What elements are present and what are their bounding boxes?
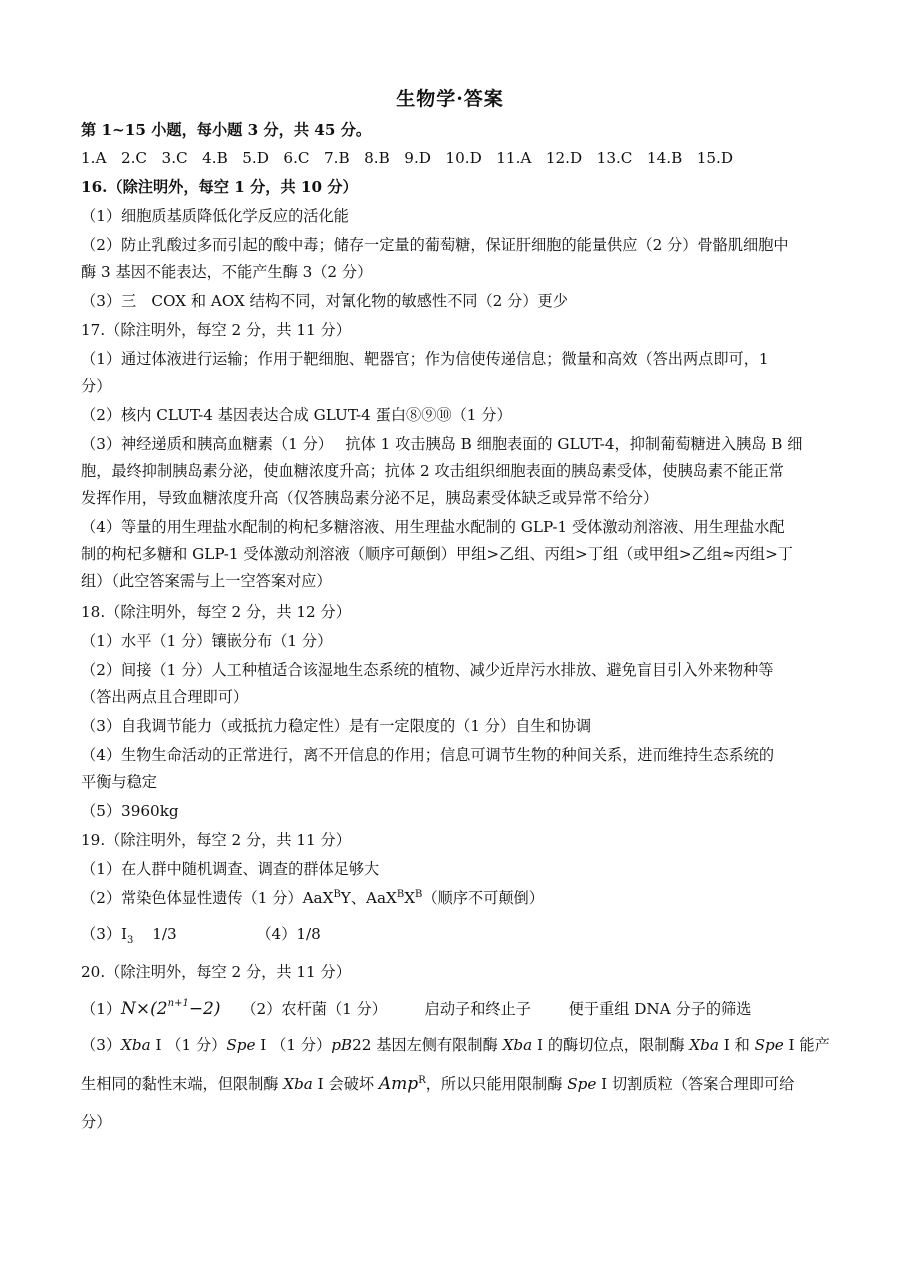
q20-answer-3-line2: 生相同的黏性末端，但限制酶 Xba I 会破坏 Amp$^R$，所以只能用限制酶 Spe I 切割质粒（答案合理即可给 [81, 1074, 795, 1094]
q18-answer-4-line1: （4）生物生命活动的正常进行，离不开信息的作用；信息可调节生物的种间关系，进而维持生态系统的 [81, 746, 775, 764]
q17-answer-3-line2: 胞，最终抑制胰岛素分泌，使血糖浓度升高；抗体 2 攻击组织细胞表面的胰岛素受体，使胰岛素不能正常 [81, 462, 784, 480]
q18-answer-2-line2: （答出两点且合理即可） [81, 688, 249, 706]
q18-heading: 18.（除注明外，每空 2 分，共 12 分） [81, 603, 351, 621]
q18-answer-5: （5）3960kg [81, 802, 179, 820]
q18-answer-2-line1: （2）间接（1 分）人工种植适合该湿地生态系统的植物、减少近岸污水排放、避免盲目引入外来物种等 [81, 661, 774, 679]
q17-heading: 17.（除注明外，每空 2 分，共 11 分） [81, 321, 351, 339]
q16-answer-2-line2: 酶 3 基因不能表达，不能产生酶 3（2 分） [81, 263, 373, 281]
q17-answer-3-line1: （3）神经递质和胰高血糖素（1 分） 抗体 1 攻击胰岛 B 细胞表面的 GLUT-4，抑制葡萄糖进入胰岛 B 细 [81, 435, 803, 453]
q18-answer-1: （1）水平（1 分）镶嵌分布（1 分） [81, 632, 333, 650]
q20-answer-3-line1: （3）Xba I （1 分）Spe I （1 分）pB22 基因左侧有限制酶 Xba I 的酶切位点，限制酶 Xba I 和 Spe I 能产 [81, 1036, 830, 1054]
q20-answer-3-line3: 分） [81, 1113, 112, 1131]
q20-heading: 20.（除注明外，每空 2 分，共 11 分） [81, 963, 351, 981]
q16-heading: 16.（除注明外，每空 1 分，共 10 分） [81, 178, 358, 196]
q17-answer-4-line2: 制的枸杞多糖和 GLP-1 受体激动剂溶液（顺序可颠倒）甲组>乙组、丙组>丁组（或甲组>乙组≈丙组>丁 [81, 545, 793, 563]
q20-answer-1-2: $(1)N\times(2^{n+1}-2)$ （2）农杆菌（1 分） 启动子和终止子 便于重组 DNA 分子的筛选 [81, 994, 821, 1019]
q16-answer-3: （3）三 COX 和 AOX 结构不同，对氰化物的敏感性不同（2 分）更少 [81, 292, 568, 310]
formula: $N\times(2^{n+1}-2)$ [121, 998, 221, 1019]
q18-answer-4-line2: 平衡与稳定 [81, 773, 157, 791]
q19-answer-3-4: $(3)I_3$ 1/3 （4）1/8 [81, 925, 321, 947]
q17-answer-4-line3: 组）（此空答案需与上一空答案对应） [81, 572, 332, 590]
q16-answer-2-line1: （2）防止乳酸过多而引起的酸中毒；储存一定量的葡萄糖，保证肝细胞的能量供应（2 分）骨骼肌细胞中 [81, 236, 789, 254]
q19-heading: 19.（除注明外，每空 2 分，共 11 分） [81, 831, 351, 849]
q19-answer-2: （2）常染色体显性遗传（1 分）AaX$^B$Y、$AaX^BX^B$（顺序不可颠倒） [81, 888, 544, 907]
q16-answer-1: （1）细胞质基质降低化学反应的活化能 [81, 207, 349, 225]
mc-answers: 1.A 2.C 3.C 4.B 5.D 6.C 7.B 8.B 9.D 10.D 11.A 12.D 13.C 14.B 15.D [81, 149, 734, 167]
q17-answer-3-line3: 发挥作用，导致血糖浓度升高（仅答胰岛素分泌不足，胰岛素受体缺乏或异常不给分） [81, 489, 659, 507]
mc-heading: 第 1~15 小题，每小题 3 分，共 45 分。 [81, 121, 372, 139]
q17-answer-4-line1: （4）等量的用生理盐水配制的枸杞多糖溶液、用生理盐水配制的 GLP-1 受体激动剂溶液、用生理盐水配 [81, 518, 785, 536]
q17-answer-1-line2: 分） [81, 377, 112, 395]
q17-answer-2: （2）核内 CLUT-4 基因表达合成 GLUT-4 蛋白⑧⑨⑩（1 分） [81, 406, 512, 424]
q17-answer-1-line1: （1）通过体液进行运输；作用于靶细胞、靶器官；作为信使传递信息；微量和高效（答出两点即可，1 [81, 350, 769, 368]
q18-answer-3: （3）自我调节能力（或抵抗力稳定性）是有一定限度的（1 分）自生和协调 [81, 717, 592, 735]
page-title: 生物学·答案 [396, 88, 504, 110]
q19-answer-1: （1）在人群中随机调查、调查的群体足够大 [81, 860, 380, 878]
